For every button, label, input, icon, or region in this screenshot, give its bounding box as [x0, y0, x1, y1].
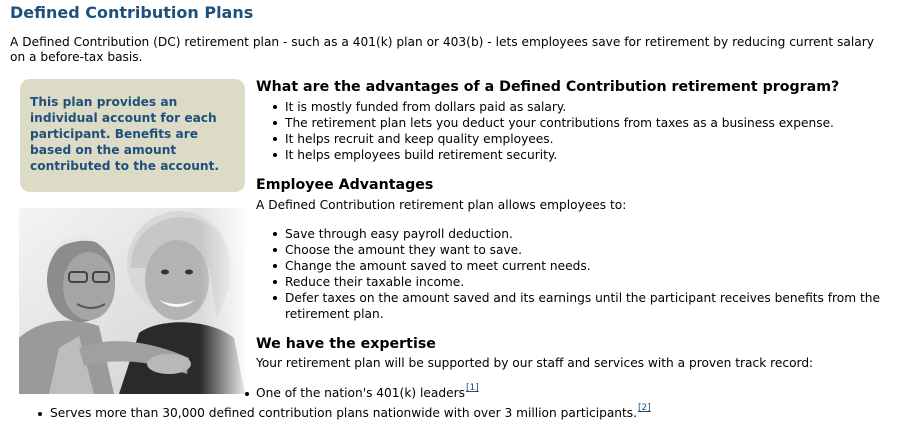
advantages-heading: What are the advantages of a Defined Contribution retirement program?: [256, 79, 840, 95]
list-item: Defer taxes on the amount saved and its earnings until the participant receives benefits from the retirement plan.: [268, 290, 888, 322]
list-item-text: Serves more than 30,000 defined contribution plans nationwide with over 3 million participants.: [50, 406, 638, 420]
employee-advantages-intro: A Defined Contribution retirement plan allows employees to:: [256, 198, 627, 212]
list-item: The retirement plan lets you deduct your contributions from taxes as a business expense.: [268, 115, 834, 131]
bullet-icon: [38, 412, 42, 416]
expertise-heading: We have the expertise: [256, 336, 436, 352]
list-item: Choose the amount they want to save.: [268, 242, 888, 258]
advantages-list: [268, 99, 834, 163]
page-title: Defined Contribution Plans: [10, 3, 254, 22]
callout-box: This plan provides an individual account for each participant. Benefits are based on the amount contributed to the account.: [20, 79, 245, 192]
employee-advantages-heading: Employee Advantages: [256, 177, 434, 193]
list-item: Save through easy payroll deduction.: [268, 226, 888, 242]
footnote-link[interactable]: [2]: [638, 403, 651, 413]
list-item: It helps recruit and keep quality employees.: [268, 131, 834, 147]
list-item: [256, 383, 479, 400]
expertise-intro: Your retirement plan will be supported by our staff and services with a proven track record:: [256, 356, 814, 370]
list-item: It is mostly funded from dollars paid as salary.: [268, 99, 834, 115]
bullet-icon: [245, 392, 249, 396]
list-item: [50, 403, 651, 420]
list-item: It helps employees build retirement security.: [268, 147, 834, 163]
footnote-link[interactable]: [1]: [465, 383, 479, 393]
list-item: Reduce their taxable income.: [268, 274, 888, 290]
list-item: Change the amount saved to meet current needs.: [268, 258, 888, 274]
intro-paragraph: A Defined Contribution (DC) retirement plan - such as a 401(k) plan or 403(b) - lets employees save for retirement by reducing current salary on a before-tax basis.: [10, 35, 874, 64]
list-item-text: One of the nation's 401(k) leaders: [256, 386, 465, 400]
employee-advantages-list: [268, 226, 888, 322]
couple-photo: [19, 208, 245, 394]
